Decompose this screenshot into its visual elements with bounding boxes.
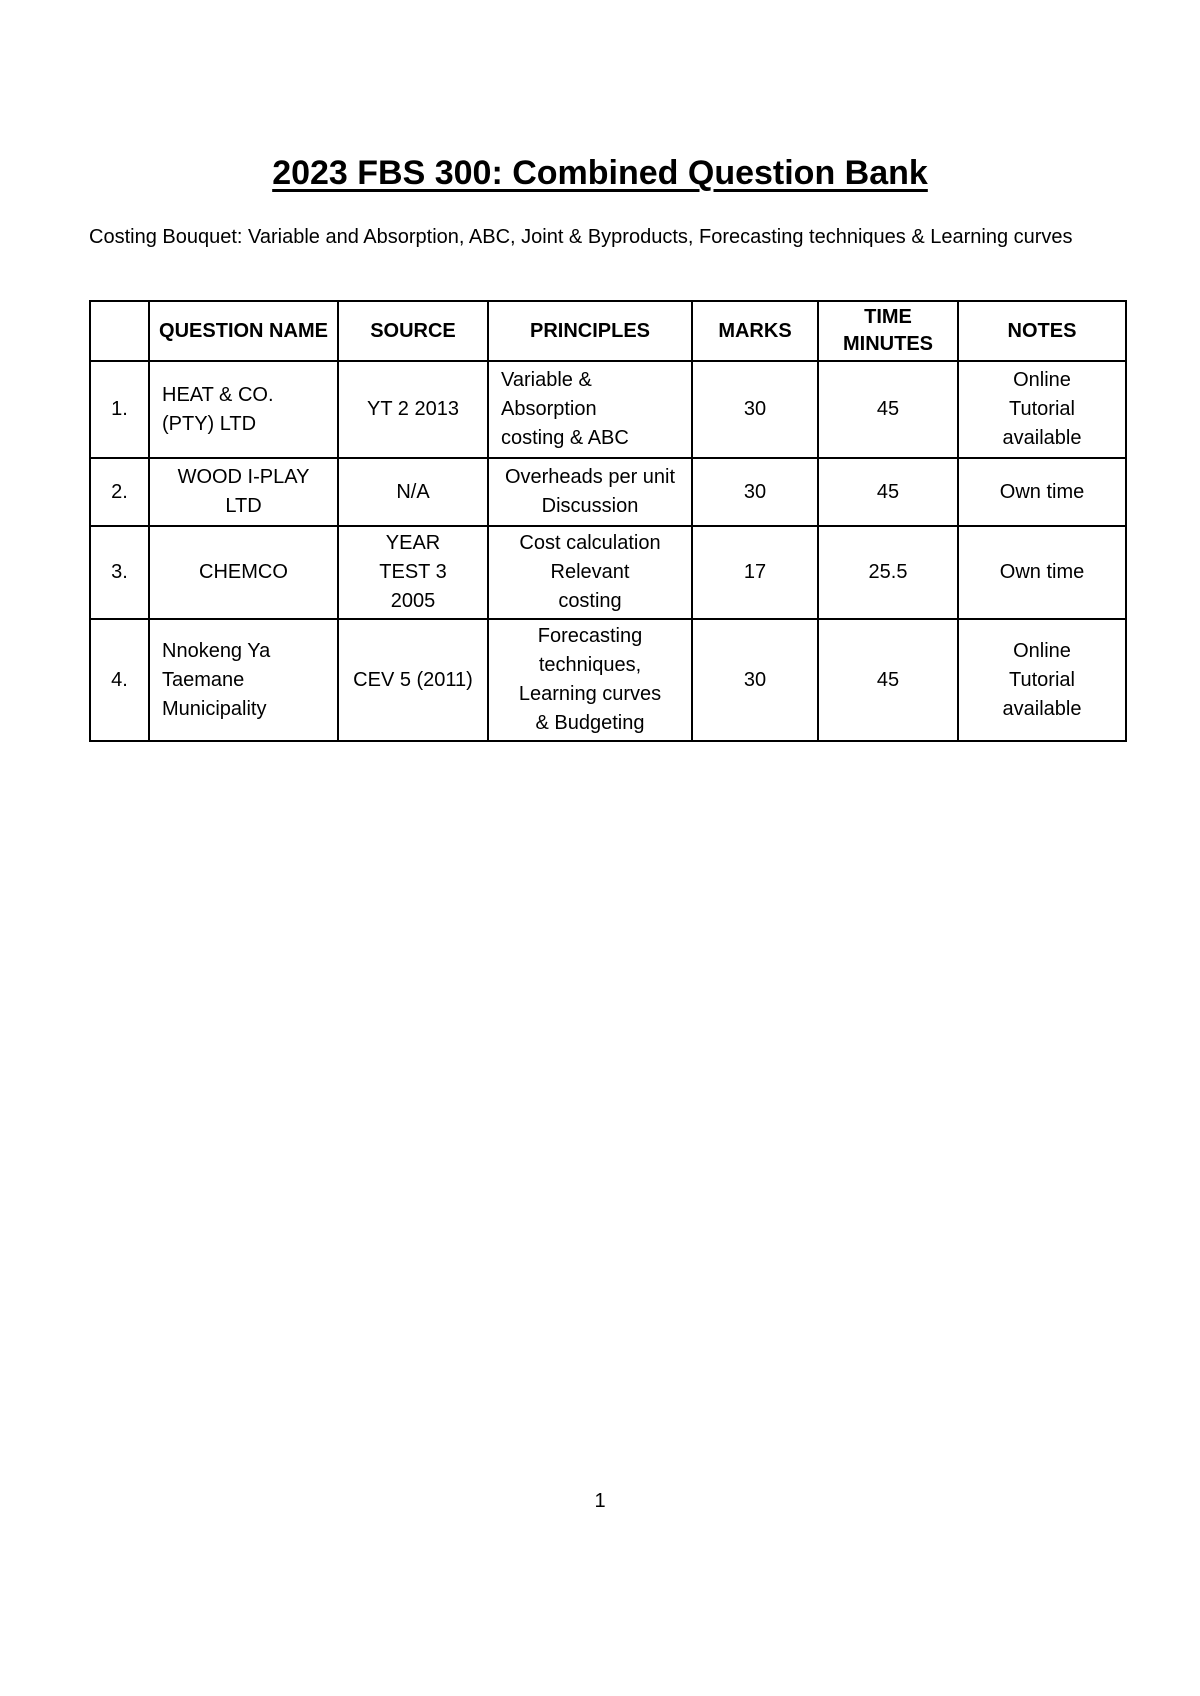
principles-line: Discussion [541, 495, 639, 517]
time-cell: 45 [818, 458, 958, 526]
principles-cell [488, 361, 692, 458]
row-number: 3. [90, 526, 149, 619]
time-cell: 45 [818, 619, 958, 741]
principles-line: Absorption [501, 398, 597, 420]
question-name-line: Municipality [162, 697, 267, 720]
header-principles: PRINCIPLES [488, 301, 692, 361]
row-number: 2. [90, 458, 149, 526]
source-line: YT 2 2013 [367, 398, 459, 420]
principles-line: Forecasting [537, 625, 643, 647]
table-row [90, 526, 1126, 619]
notes-line: Own time [999, 480, 1085, 503]
principles-cell [488, 619, 692, 741]
header-time-minutes: TIME MINUTES [818, 301, 958, 361]
notes-cell [958, 361, 1126, 458]
question-name-cell [149, 619, 338, 741]
source-line: TEST 3 [379, 561, 447, 583]
source-line: 2005 [390, 590, 436, 612]
source-cell [338, 458, 488, 526]
principles-cell [488, 458, 692, 526]
question-name-cell [149, 526, 338, 619]
question-name-line: Nnokeng Ya [162, 639, 271, 662]
table-row [90, 619, 1126, 741]
document-title: 2023 FBS 300: Combined Question Bank [272, 154, 928, 192]
question-name-cell [149, 458, 338, 526]
notes-line: available [1002, 697, 1082, 720]
principles-line: costing [558, 590, 622, 612]
question-name-line: Taemane [162, 668, 245, 691]
question-name-line: (PTY) LTD [162, 412, 257, 435]
notes-cell [958, 619, 1126, 741]
row-number: 1. [90, 361, 149, 458]
notes-line: Tutorial [1009, 398, 1075, 420]
principles-line: techniques, [538, 654, 642, 676]
principles-line: Learning curves [518, 683, 662, 705]
notes-cell [958, 526, 1126, 619]
row-number: 4. [90, 619, 149, 741]
principles-line: Variable & [501, 369, 592, 391]
principles-line: Relevant [550, 561, 630, 583]
source-cell [338, 619, 488, 741]
principles-cell [488, 526, 692, 619]
notes-line: Online [1013, 639, 1071, 662]
header-number [90, 301, 149, 361]
header-marks: MARKS [692, 301, 818, 361]
question-name-line: WOOD I-PLAY [177, 466, 310, 488]
source-line: YEAR [385, 532, 441, 554]
marks-cell: 30 [692, 619, 818, 741]
table-row [90, 458, 1126, 526]
principles-line: & Budgeting [535, 712, 645, 734]
principles-line: Overheads per unit [504, 466, 676, 488]
notes-cell [958, 458, 1126, 526]
document-subtitle: Costing Bouquet: Variable and Absorption, ABC, Joint & Byproducts, Forecasting techniques & Learning curves [89, 226, 1073, 248]
question-name-line: LTD [225, 495, 262, 517]
notes-line: available [1002, 427, 1082, 449]
question-name-line: CHEMCO [199, 561, 288, 583]
principles-line: Cost calculation [519, 532, 661, 554]
question-name-line: HEAT & CO. [162, 383, 274, 406]
source-cell [338, 526, 488, 619]
notes-line: Own time [999, 561, 1085, 583]
source-line: N/A [396, 480, 430, 503]
time-cell: 45 [818, 361, 958, 458]
question-name-cell [149, 361, 338, 458]
header-notes: NOTES [958, 301, 1126, 361]
notes-line: Tutorial [1009, 668, 1075, 691]
header-source: SOURCE [338, 301, 488, 361]
time-cell: 25.5 [818, 526, 958, 619]
source-cell [338, 361, 488, 458]
question-bank-table [89, 300, 1127, 742]
marks-cell: 30 [692, 458, 818, 526]
principles-line: costing & ABC [501, 427, 629, 449]
source-line: CEV 5 (2011) [353, 668, 473, 691]
table-row [90, 361, 1126, 458]
header-question-name: QUESTION NAME [149, 301, 338, 361]
notes-line: Online [1013, 369, 1071, 391]
marks-cell: 17 [692, 526, 818, 619]
marks-cell: 30 [692, 361, 818, 458]
page-number: 1 [594, 1490, 606, 1512]
table-header-row [90, 301, 1126, 361]
